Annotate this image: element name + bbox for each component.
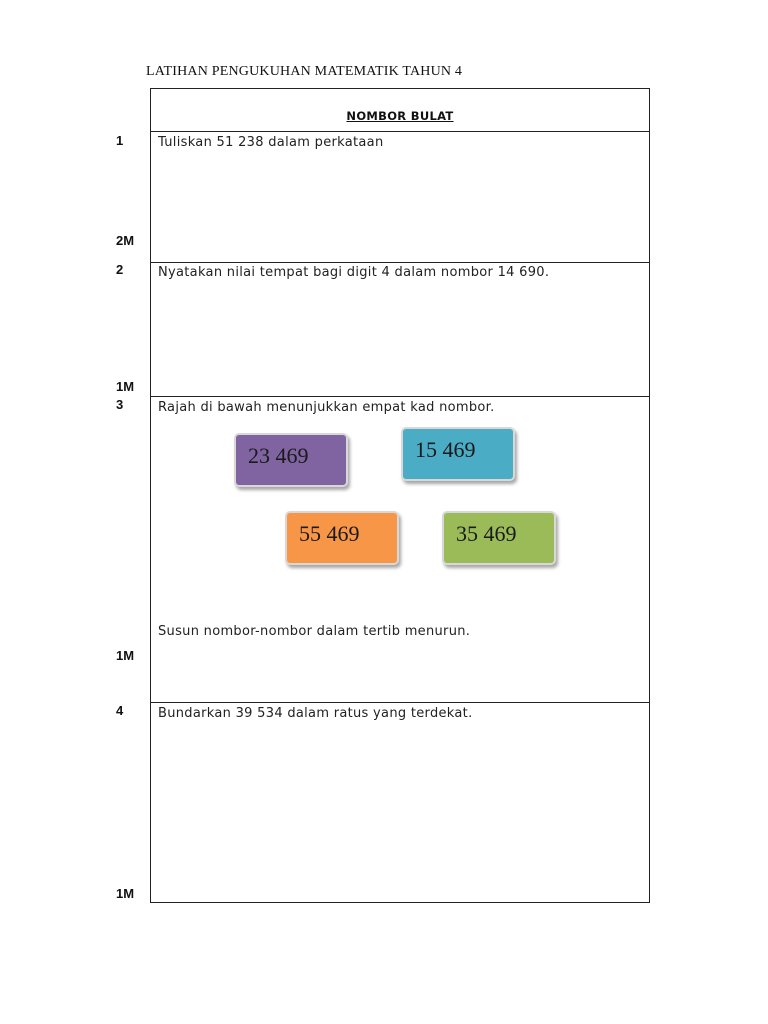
question-text-2: Nyatakan nilai tempat bagi digit 4 dalam nombor 14 690. bbox=[158, 265, 550, 280]
question-marks-2: 1M bbox=[116, 379, 135, 394]
question-number-4: 4 bbox=[116, 703, 124, 718]
number-card: 55 469 bbox=[285, 511, 399, 565]
section-title: NOMBOR BULAT bbox=[346, 109, 454, 123]
row-divider bbox=[151, 702, 649, 703]
number-card: 23 469 bbox=[234, 433, 348, 487]
question-text-3: Rajah di bawah menunjukkan empat kad nombor. bbox=[158, 400, 495, 415]
question-marks-1: 2M bbox=[116, 233, 135, 248]
question-table bbox=[150, 88, 650, 903]
question-number-2: 2 bbox=[116, 262, 124, 277]
question-text-4: Bundarkan 39 534 dalam ratus yang terdekat. bbox=[158, 706, 473, 721]
number-card: 35 469 bbox=[442, 511, 556, 565]
question-marks-4: 1M bbox=[116, 886, 135, 901]
question-number-3: 3 bbox=[116, 397, 124, 412]
question-number-1: 1 bbox=[116, 133, 124, 148]
question-text-1: Tuliskan 51 238 dalam perkataan bbox=[158, 135, 384, 150]
worksheet-title: LATIHAN PENGUKUHAN MATEMATIK TAHUN 4 bbox=[146, 64, 463, 79]
row-divider bbox=[151, 131, 649, 132]
row-divider bbox=[151, 262, 649, 263]
question-marks-3: 1M bbox=[116, 648, 135, 663]
row-divider bbox=[151, 396, 649, 397]
number-card: 15 469 bbox=[401, 427, 515, 481]
question-instruction-3: Susun nombor-nombor dalam tertib menurun. bbox=[158, 624, 471, 639]
